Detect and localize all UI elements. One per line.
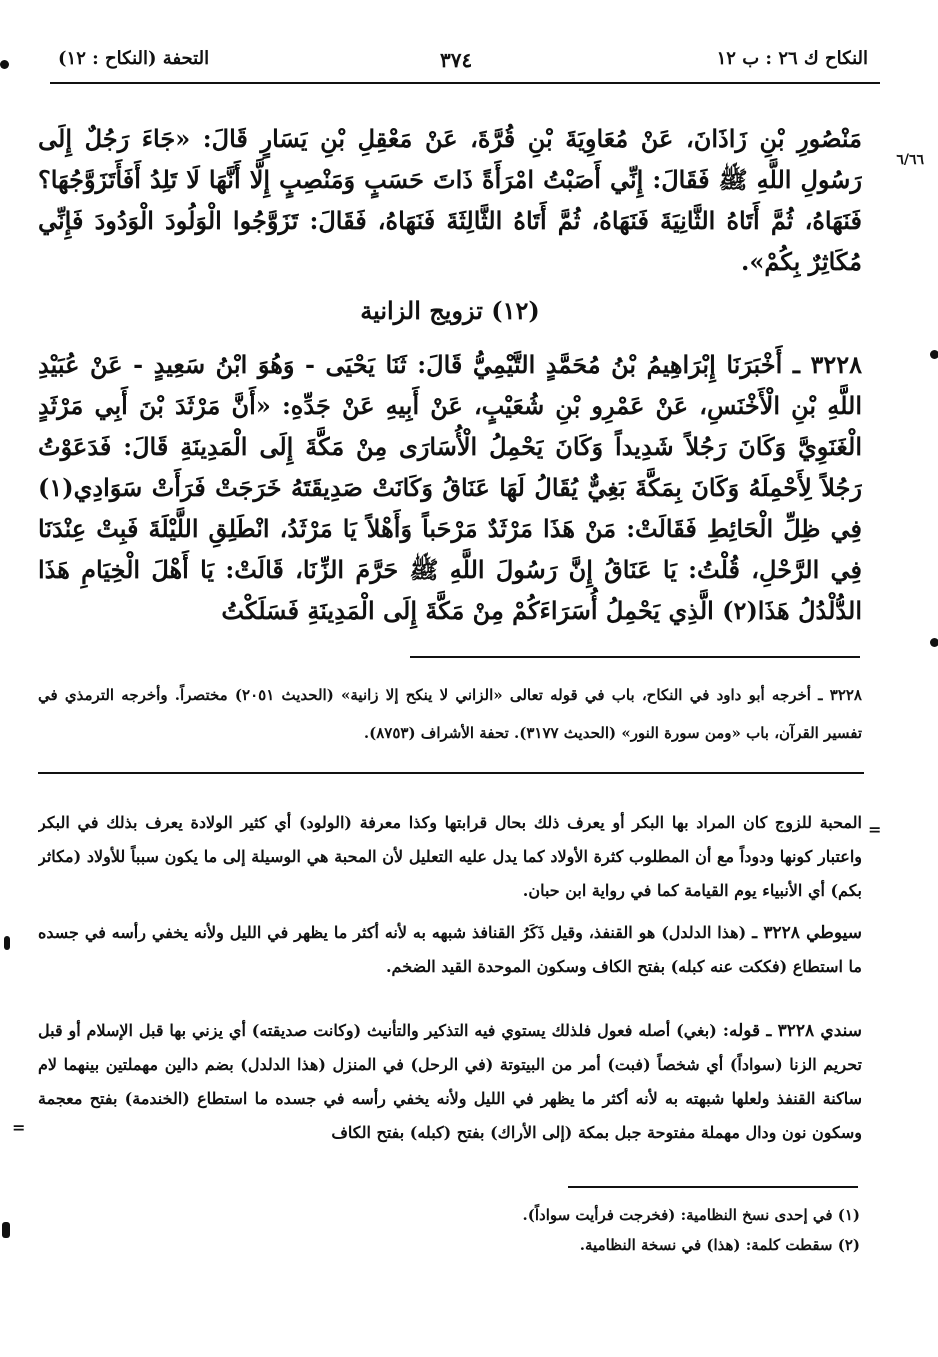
takhrij-note: ٣٢٢٨ ـ أخرجه أبو داود في النكاح، باب في قوله تعالى «الزاني لا ينكح إلا زانية» (الحديث ٢٠٥١) مختصراً. وأخرجه الترمذي في تفسير القرآن، باب «ومن سورة النور» (الحديث ٣١٧٧). تحفة الأشراف (٨٧٥٣). [38, 686, 862, 742]
continuation-mark-bottom: = [12, 1118, 26, 1137]
commentary-sindi-text: (بغي) أصله فعول فلذلك يستوي فيه التذكير والتأنيث (وكانت صديقته) أي يزني بها قبل الإسلام أو قبل تحريم الزنا (سواداً) أي شخصاً (فبت) أمر من البيتوتة (في الرحل) في المنزل (هذا الدلدل) بضم دالين مهملتين بينهما لام ساكنة القنفذ ولعلها شبهته به لأنه أكثر ما يظهر في الليل ولأنه يخفي رأسه في جسده ما استطاع (الخندمة) بفتح معجمة وسكون نون ودال مهملة مفتوحة جبل بمكة (إلى الأراك) بفتح (كبله) بفتح الكاف [38, 1021, 862, 1142]
margin-reference: ٦/٦٦ [896, 152, 924, 168]
scan-mark [2, 1222, 10, 1238]
commentary-suyuti-text: (هذا الدلدل) هو القنفذ، وقيل ذَكَرُ القنافذ شبهه به لأنه أكثر ما يظهر في الليل ولأنه يخفي رأسه في جسده ما استطاع (فككت عنه كبله) بفتح الكاف وسكون الموحدة القيد الضخم. [38, 923, 862, 976]
footnote-2: (٢) سقطت كلمة: (هذا) في نسخة النظامية. [579, 1236, 860, 1254]
section-heading: (١٢) تزويج الزانية [360, 296, 540, 325]
hadith-3228: ٣٢٢٨ ـ أَخْبَرَنَا إِبْرَاهِيمُ بْنُ مُحَمَّدٍ التَّيْمِيُّ قَالَ: ثَنَا يَحْيَى - وَهُوَ ابْنُ سَعِيدٍ - عَنْ عُبَيْدِ اللَّهِ بْنِ الْأَخْنَسِ، عَنْ عَمْرِو بْنِ شُعَيْبٍ، عَنْ أَبِيهِ عَنْ جَدِّهِ: «أَنَّ مَرْثَدَ بْنَ أَبِي مَرْثَدٍ الْغَنَوِيَّ وَكَانَ رَجُلاً شَدِيداً وَكَانَ يَحْمِلُ الْأُسَارَى مِنْ مَكَّةَ إِلَى الْمَدِينَةِ قَالَ: فَدَعَوْتُ رَجُلاً لِأَحْمِلَهُ وَكَانَ بِمَكَّةَ بَغِيٌّ يُقَالُ لَهَا عَنَاقُ وَكَانَتْ صَدِيقَتَهُ خَرَجَتْ فَرَأَتْ سَوَادِي(١) فِي ظِلِّ الْحَائِطِ فَقَالَتْ: مَنْ هَذَا مَرْثَدٌ مَرْحَباً وَأَهْلاً يَا مَرْثَدُ، انْطَلِقِ اللَّيْلَةَ فَبِتْ عِنْدَنَا فِي الرَّحْلِ، قُلْتُ: يَا عَنَاقُ إِنَّ رَسُولَ اللَّهِ ﷺ حَرَّمَ الزِّنَا، قَالَتْ: يَا أَهْلَ الْخِيَامِ هَذَا الدُّلْدُلُ هَذَا(٢) الَّذِي يَحْمِلُ أُسَرَاءَكُمْ مِنْ مَكَّةَ إِلَى الْمَدِينَةِ فَسَلَكْتُ [38, 350, 862, 625]
commentary-suyuti [38, 916, 862, 992]
commentary-sindi-lead: سندي ٣٢٢٨ ـ قوله: [722, 1021, 862, 1041]
commentary-sindi [38, 1014, 862, 1162]
continuation-mark-top: = [868, 820, 882, 839]
page-number: ٣٧٤ [440, 48, 473, 72]
hadith-paragraph-continuation: مَنْصُورِ بْنِ زَاذَانَ، عَنْ مُعَاوِيَةَ بْنِ قُرَّةَ، عَنْ مَعْقِلِ بْنِ يَسَارٍ قَالَ: «جَاءَ رَجُلٌ إِلَى رَسُولِ اللَّهِ ﷺ فَقَالَ: إِنِّي أَصَبْتُ امْرَأَةً ذَاتَ حَسَبٍ وَمَنْصِبٍ إِلَّا أَنَّهَا لَا تَلِدُ أَفَأَتَزَوَّجُهَا؟ فَنَهَاهُ، ثُمَّ أَتَاهُ الثَّانِيَةَ فَنَهَاهُ، ثُمَّ أَتَاهُ الثَّالِثَةَ فَنَهَاهُ، فَقَالَ: تَزَوَّجُوا الْوَلُودَ الْوَدُودَ فَإِنِّي مُكَاثِرٌ بِكُمْ». [38, 124, 862, 276]
header-rule [50, 82, 880, 84]
variant-footnote-divider [568, 1186, 858, 1188]
footnote-1: (١) في إحدى نسخ النظامية: (فخرجت فرأيت سواداً). [522, 1206, 860, 1224]
running-header-left: التحفة (النكاح : ١٢) [58, 48, 210, 69]
commentary-suyuti-lead: سيوطي ٣٢٢٨ ـ [752, 923, 862, 943]
footnote-divider [410, 656, 860, 658]
scan-mark [4, 936, 10, 950]
scan-mark [930, 638, 938, 647]
commentary-divider [38, 772, 864, 774]
scan-mark [930, 350, 938, 359]
running-header-right: النكاح ك ٢٦ : ب ١٢ [716, 48, 868, 69]
commentary-continuation: المحبة للزوج كان المراد بها البكر أو يعرف ذلك بحال قرابتها وكذا معرفة (الولود) أي كثير الولادة يعرف بذلك في البكر واعتبار كونها ودوداً مع أن المطلوب كثرة الأولاد كما يدل عليه التعليل لأن المحبة هي الوسيلة إلى ما يكون سبباً للأولاد (مكاثر بكم) أي الأنبياء يوم القيامة كما في رواية ابن حبان. [38, 813, 862, 900]
scan-mark [0, 60, 9, 69]
